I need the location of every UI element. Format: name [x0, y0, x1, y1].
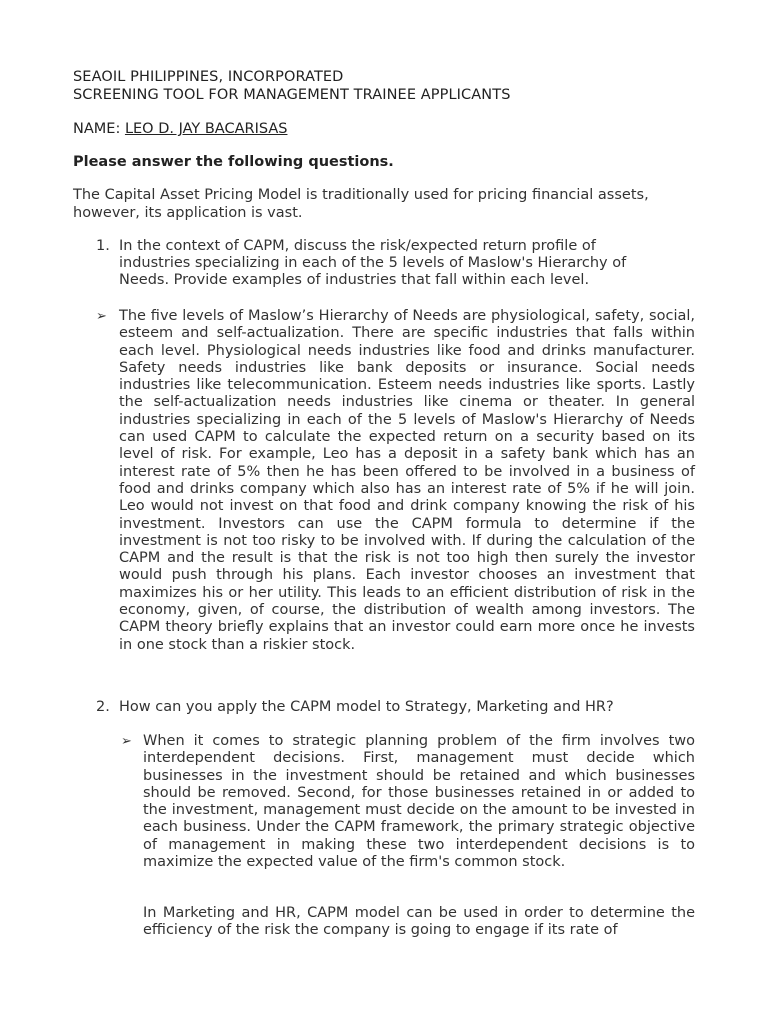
answer-2-continuation: In Marketing and HR, CAPM model can be used in order to determine the efficiency of the risk the company is going to engage if its rate of [143, 905, 695, 939]
answer-2-text: When it comes to strategic planning problem of the firm involves two interdependent decisions. First, management must decide which businesses in the investment should be retained and which businesses should be removed. Second, for those businesses retained in or added to the investment, management must decide on the amount to be invested in each business. Under the CAPM framework, the primary strategic objective of management in making these two interdependent decisions is to maximize the expected value of the firm's common stock. [143, 733, 695, 871]
instructions-heading: Please answer the following questions. [73, 154, 394, 170]
answer-1-text: The five levels of Maslow’s Hierarchy of Needs are physiological, safety, social, esteem and self-actualization. There are specific industries that falls within each level. Physiological needs industries like food and drinks manufacturer. Safety needs industries like bank deposits or insurance. Social needs industries like telecommunication. Esteem needs industries like sports. Lastly the self-actualization needs industries like cinema or theater. In general industries specializing in each of the 5 levels of Maslow's Hierarchy of Needs can used CAPM to calculate the expected return on a security based on its level of risk. For example, Leo has a deposit in a safety bank which has an interest rate of 5% then he has been offered to be involved in a business of food and drinks company which also has an interest rate of 5% if he will join. Leo would not invest on that food and drink company knowing the risk of his investment. Investors can use the CAPM formula to determine if the investment is not too risky to be involved with. If during the calculation of the CAPM and the result is that the risk is not too high then surely the investor would push through his plans. Each investor chooses an investment that maximizes his or her utility. This leads to an efficient distribution of risk in the economy, given, of course, the distribution of wealth among investors. The CAPM theory briefly explains that an investor could earn more once he invests in one stock than a riskier stock. [119, 308, 695, 653]
question-2-text: How can you apply the CAPM model to Strategy, Marketing and HR? [119, 699, 614, 715]
question-1-text: In the context of CAPM, discuss the risk/expected return profile of industries specializing in each of the 5 levels of Maslow's Hierarchy of Needs. Provide examples of industries that fall within each level. [119, 238, 627, 288]
intro-paragraph: The Capital Asset Pricing Model is traditionally used for pricing financial assets, however, its application is vast. [73, 187, 649, 221]
applicant-name-line [73, 120, 287, 138]
question-2-number: 2. [96, 699, 110, 715]
name-label: NAME: [73, 121, 125, 137]
answer-2-bullet-icon: ➢ [121, 734, 132, 749]
applicant-name: LEO D. JAY BACARISAS [124, 121, 288, 137]
document-title: SCREENING TOOL FOR MANAGEMENT TRAINEE APPLICANTS [73, 87, 511, 103]
answer-1-bullet-icon: ➢ [96, 309, 107, 324]
question-1-number: 1. [96, 238, 110, 254]
company-title: SEAOIL PHILIPPINES, INCORPORATED [73, 69, 344, 85]
